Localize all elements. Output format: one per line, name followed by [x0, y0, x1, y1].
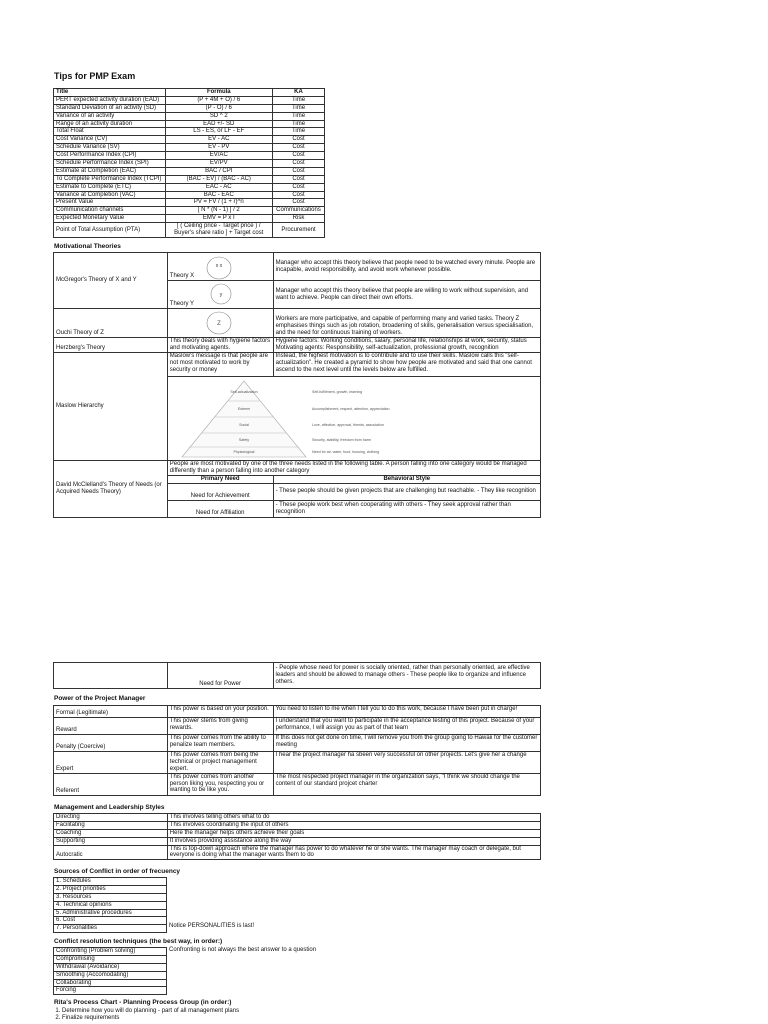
style-desc-cell: It involves providing assistance along the way [167, 837, 540, 845]
resolution-technique-cell: Compromising [54, 955, 167, 963]
formula-title-cell: Expected Monetary Value [54, 215, 166, 223]
sad-face-icon [204, 256, 234, 280]
formula-ka-cell: Time [273, 112, 325, 120]
style-desc-cell: This is top-down approach where the manager has power to do whatever he or she wants. The manager may coach or delegate, but everyone is doing what the manager wants them to do [167, 845, 540, 860]
styles-heading: Management and Leadership Styles [54, 804, 165, 811]
list-item [54, 909, 167, 917]
neutral-face-icon [204, 311, 234, 335]
list-item [54, 925, 167, 933]
formula-title-cell: Variance at Completion (VAC) [54, 191, 166, 199]
formula-title-cell: Variance of an activity [54, 112, 166, 120]
style-name-cell: Directing [54, 814, 168, 822]
power-example-cell: The most respected project manager in the organization says, "I think we should change the content of our standard projcet charter [273, 773, 540, 795]
power-desc-cell: This power stems from giving rewards. [167, 718, 273, 735]
theory-x-desc: Manager who accept this theory believe that people need to be watched every minute. People are incapable, avoid responsibility, and avoid work whenever possible. [273, 253, 540, 281]
formula-title-cell: Point of Total Assumption (PTA) [54, 223, 166, 238]
maslow-level-label: Self-actualization [230, 390, 258, 394]
formula-ka-cell: Cost [273, 199, 325, 207]
formula-ka-cell: Cost [273, 160, 325, 168]
list-item [54, 885, 167, 893]
power-example-cell: I hear the project manager ha sbeen very successful on other projects. Let's give her a change [273, 752, 540, 774]
need-power-style: - People whose need for power is socially oriented, rather than personally oriented, are effective leaders and should be allowed to manage others - These people like to organize and influence others. [273, 663, 540, 689]
formula-title-cell: Present Value [54, 199, 166, 207]
power-desc-cell: This power comes from another person liking you, respecting you or wanting to be like you. [167, 773, 273, 795]
ouchi-face-cell [167, 309, 273, 338]
resolution-technique-cell: Collaborating [54, 979, 167, 987]
style-name-cell: Facilitating [54, 821, 168, 829]
ouchi-name: Ouchi Theory of Z [54, 309, 168, 338]
power-desc-cell: This power comes from being the technical or project management expert. [167, 752, 273, 774]
conflict-resolution-heading: Conflict resolution techniques (the best way, in order:) [54, 938, 223, 945]
formula-title-cell: Schedule Variance (SV) [54, 144, 166, 152]
table-row [54, 175, 325, 183]
herzberg-mid: This theory deals with hygiene factors and motivating agents. [167, 338, 273, 353]
face-z-mark: Z [216, 321, 221, 327]
maslow-level-label: Esteem [237, 407, 250, 411]
table-row [54, 199, 325, 207]
maslow-desc: Instead, the highest motivation is to contribute and to use their skills. Maslow calls this "self-actualization". He created a pyramid to show how people are motivated and said that one cannot ascend to the next level until the levels below are fulfilled. [273, 353, 540, 377]
formula-title-cell: Estimate at Completion (EAC) [54, 167, 166, 175]
col-header-title: Title [54, 89, 166, 97]
col-header-ka: KA [273, 89, 325, 97]
formula-formula-cell: (P - O) / 6 [165, 104, 272, 112]
style-name-cell: Supporting [54, 837, 168, 845]
conflict-source-cell: 1. Schedules [54, 878, 167, 886]
table-row [54, 207, 325, 215]
style-desc-cell: This involves telling others what to do [167, 814, 540, 822]
formula-ka-cell: Time [273, 96, 325, 104]
rita-step: 2. Finalize requirements [62, 1015, 239, 1022]
face-x-marks: x x [215, 263, 222, 269]
formula-ka-cell: Cost [273, 167, 325, 175]
formula-title-cell: Estimate to Complete (ETC) [54, 183, 166, 191]
table-row [54, 837, 541, 845]
theory-y-desc: Manager who accept this theory believe that people are willing to work without supervision, and want to achieve. People can direct their own efforts. [273, 281, 540, 309]
resolution-technique-cell: Confronting (Problem solving) [54, 948, 167, 956]
formula-ka-cell: Cost [273, 175, 325, 183]
formula-formula-cell: BAC - EAC [165, 191, 272, 199]
table-row [54, 112, 325, 120]
power-example-cell: If this does not get done on time, I will remove you from the group going to Hawaii for the customer meeting [273, 735, 540, 752]
formula-formula-cell: EAC - AC [165, 183, 272, 191]
power-desc-cell: This power is based on your position. [167, 706, 273, 718]
need-achievement: Need for Achievement [167, 483, 273, 500]
rita-step: 1. Determine how you will do planning - part of all management plans [62, 1008, 239, 1015]
maslow-name: Maslow Hierarchy [54, 353, 168, 461]
herzberg-desc: Hygiene factors: Working conditions, salary, personal life, relationships at work, security, status Motivating agents: Responsibility, self-actualization, professional growth, recognition [273, 338, 540, 353]
maslow-level-note: Accomplishment, respect, attention, appreciation [311, 407, 390, 411]
formula-title-cell: Cost Variance (CV) [54, 136, 166, 144]
power-type-cell: Expert [54, 752, 168, 774]
maslow-level-note: Security, stability, freedom from harm [311, 438, 371, 442]
conflict-source-cell: 6. Cost [54, 917, 167, 925]
table-row [54, 160, 325, 168]
happy-face-icon [208, 283, 234, 305]
list-item [54, 901, 167, 909]
maslow-pyramid [174, 379, 390, 459]
conflict-source-cell: 4. Technical opinions [54, 901, 167, 909]
mcclelland-col-style: Behavioral Style [273, 475, 540, 483]
mcclelland-col-need: Primary Need [167, 475, 273, 483]
ouchi-desc: Workers are more participative, and capable of performing many and varied tasks. Theory Z emphasises things such as job rotation, broadening of skills, generalisation versus specialisation, and the need for continuous training of workers. [273, 309, 540, 338]
power-type-cell: Referent [54, 773, 168, 795]
mcclelland-continued-table [53, 662, 541, 689]
formula-formula-cell: SD ^ 2 [165, 112, 272, 120]
table-row [54, 136, 325, 144]
power-type-cell: Reward [54, 718, 168, 735]
formula-formula-cell: [ ( Ceiling price - Target price ) / Buyer's share ratio ] + Target cost [165, 223, 272, 238]
maslow-level-label: Social [238, 423, 249, 427]
formula-formula-cell: EV/PV [165, 160, 272, 168]
list-item [54, 893, 167, 901]
maslow-level-note: Need for air, water, food, housing, clothing [311, 450, 379, 454]
formula-formula-cell: EV/AC [165, 152, 272, 160]
resolution-technique-cell: Withdrawal (Avoidance) [54, 963, 167, 971]
motivational-table [53, 252, 541, 518]
formula-ka-cell: Time [273, 128, 325, 136]
conflict-sources-heading: Sources of Conflict in order of frecuency [54, 868, 181, 875]
power-example-cell: You need to listen to me when I tell you to do this work, because I have been put in charge! [273, 706, 540, 718]
style-name-cell: Autocratic [54, 845, 168, 860]
table-row [54, 735, 541, 752]
formula-title-cell: Range of an activity duration [54, 120, 166, 128]
power-type-cell: Penalty (Coercive) [54, 735, 168, 752]
formula-title-cell: Standard Deviation of an activity (SD) [54, 104, 166, 112]
table-row [54, 96, 325, 104]
mcclelland-continued-blank [54, 663, 168, 689]
theory-x-cell [167, 253, 273, 281]
table-row [54, 183, 325, 191]
formula-ka-cell: Time [273, 120, 325, 128]
formula-formula-cell: EAD +/- SD [165, 120, 272, 128]
formula-title-cell: To Complete Performance Index (TCPI) [54, 175, 166, 183]
conflict-resolution-table [53, 947, 167, 995]
herzberg-name: Herzberg's Theory [54, 338, 168, 353]
maslow-level-note: Love, affection, approval, friends, association [311, 423, 384, 427]
formula-formula-cell: BAC / CPI [165, 167, 272, 175]
formula-ka-cell: Cost [273, 136, 325, 144]
mcclelland-name: David McClelland's Theory of Needs (or Acquired Needs Theory) [54, 461, 168, 518]
table-row [54, 752, 541, 774]
formula-formula-cell: EMV = P x I [165, 215, 272, 223]
power-example-cell: I understand that you want to participate in the acceptance testing of this project. Because of your performance, I will assign you as part of that team [273, 718, 540, 735]
table-row [54, 718, 541, 735]
resolution-technique-cell: Smoothing (Accomodating) [54, 971, 167, 979]
formula-ka-cell: Cost [273, 144, 325, 152]
table-row [54, 845, 541, 860]
conflict-sources-table [53, 877, 167, 933]
formula-ka-cell: Cost [273, 183, 325, 191]
need-affiliation-style: - These people work best when cooperating with others - They seek approval rather than recognition [273, 500, 540, 517]
table-row [54, 821, 541, 829]
conflict-source-cell: 5. Administrative procedures [54, 909, 167, 917]
conflict-sources-note: Notice PERSONALITIES is last! [169, 923, 255, 929]
need-affiliation: Need for Affiliation [167, 500, 273, 517]
table-row [54, 120, 325, 128]
maslow-level-note: Self-fulfillment, growth, learning [311, 390, 362, 394]
rita-list [48, 1008, 239, 1022]
table-row [54, 144, 325, 152]
formula-table [53, 88, 325, 238]
face-y-mark: y [219, 292, 223, 298]
resolution-technique-cell: Forcing [54, 987, 167, 995]
power-table [53, 705, 541, 796]
theory-x-label: Theory X [169, 273, 195, 280]
maslow-mid: Maslow's message is that people are not most motivated to work by security or money [167, 353, 273, 377]
formula-formula-cell: [ N * (N - 1) ] / 2 [165, 207, 272, 215]
table-row [54, 706, 541, 718]
rita-heading: Rita's Process Chart - Planning Process Group (in order:) [54, 999, 232, 1006]
formula-title-cell: PERT expected activity duration (EAD) [54, 96, 166, 104]
need-achievement-style: - These people should be given projects that are challenging but reachable. - They like recognition [273, 483, 540, 500]
styles-table [53, 813, 541, 860]
formula-ka-cell: Time [273, 104, 325, 112]
conflict-source-cell: 2. Project priorities [54, 885, 167, 893]
mcgregor-name: McGregor's Theory of X and Y [54, 253, 168, 309]
style-desc-cell: Here the manager helps others achieve their goals [167, 829, 540, 837]
power-type-cell: Formal (Legitimate) [54, 706, 168, 718]
col-header-formula: Formula [165, 89, 272, 97]
table-row [54, 215, 325, 223]
need-power: Need for Power [167, 663, 273, 689]
formula-title-cell: Schedule Performance Index (SPI) [54, 160, 166, 168]
theory-y-label: Theory Y [169, 301, 195, 308]
list-item [54, 971, 167, 979]
motivational-heading: Motivational Theories [54, 243, 121, 250]
formula-ka-cell: Communications [273, 207, 325, 215]
formula-ka-cell: Cost [273, 191, 325, 199]
formula-formula-cell: EV - AC [165, 136, 272, 144]
table-row [54, 223, 325, 238]
table-row [54, 104, 325, 112]
list-item [54, 917, 167, 925]
formula-ka-cell: Risk [273, 215, 325, 223]
formula-title-cell: Total Float [54, 128, 166, 136]
table-row [54, 167, 325, 175]
formula-ka-cell: Cost [273, 152, 325, 160]
list-item [54, 948, 167, 956]
table-row [54, 773, 541, 795]
maslow-level-label: Physiological [233, 450, 255, 454]
table-row [54, 814, 541, 822]
list-item [54, 878, 167, 886]
style-name-cell: Coaching [54, 829, 168, 837]
list-item [54, 955, 167, 963]
power-heading: Power of the Project Manager [54, 695, 146, 702]
list-item [54, 979, 167, 987]
page-title: Tips for PMP Exam [54, 71, 136, 81]
theory-y-cell [167, 281, 273, 309]
mcclelland-intro: People are most motivated by one of the three needs listed in the following table. A person falling into one category would be managed differently than a person falling into another category [167, 461, 540, 476]
list-item [54, 963, 167, 971]
maslow-pyramid-cell [167, 377, 540, 461]
conflict-source-cell: 7. Personalities [54, 925, 167, 933]
conflict-resolution-note: Confronting is not always the best answer to a question [169, 947, 317, 953]
list-item [54, 987, 167, 995]
formula-formula-cell: LS - ES, or LF - EF [165, 128, 272, 136]
formula-title-cell: Communication channels [54, 207, 166, 215]
formula-ka-cell: Procurement [273, 223, 325, 238]
formula-title-cell: Cost Performance Index (CPI) [54, 152, 166, 160]
formula-formula-cell: (P + 4M + O) / 6 [165, 96, 272, 104]
formula-formula-cell: PV = FV / (1 + r)^n [165, 199, 272, 207]
power-desc-cell: This power comes from the ability to penalize team members. [167, 735, 273, 752]
style-desc-cell: This involves coordinating the input of others [167, 821, 540, 829]
table-row [54, 191, 325, 199]
formula-formula-cell: (BAC - EV) / (BAC - AC) [165, 175, 272, 183]
conflict-source-cell: 3. Resources [54, 893, 167, 901]
maslow-level-label: Safety [238, 438, 249, 442]
table-row [54, 152, 325, 160]
table-row [54, 128, 325, 136]
table-row [54, 829, 541, 837]
formula-formula-cell: EV - PV [165, 144, 272, 152]
